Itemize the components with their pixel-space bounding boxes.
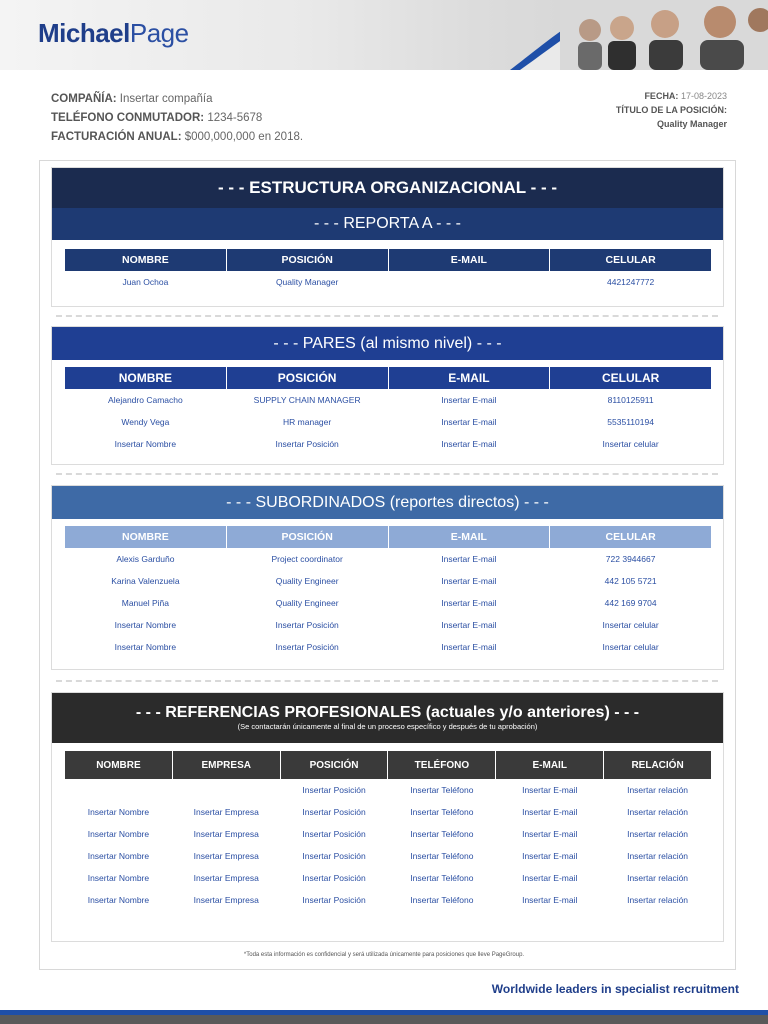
table-row	[65, 823, 711, 845]
cell-celular[interactable]: 4421247772	[606, 277, 655, 287]
cell-telefono[interactable]: Insertar Teléfono	[410, 807, 474, 817]
cell-email[interactable]	[389, 271, 550, 293]
cell-posicion[interactable]: SUPPLY CHAIN MANAGER	[253, 395, 361, 405]
col-relacion: RELACIÓN	[604, 751, 711, 779]
cell-celular[interactable]: Insertar celular	[602, 439, 659, 449]
cell-posicion[interactable]: Project coordinator	[271, 554, 343, 564]
col-email: E-MAIL	[389, 526, 550, 548]
table-row	[65, 614, 711, 636]
cell-celular[interactable]: 8110125911	[607, 395, 654, 405]
col-celular: CELULAR	[550, 367, 711, 389]
cell-nombre[interactable]: Alejandro Camacho	[108, 395, 183, 405]
cell-email[interactable]: Insertar E-mail	[441, 554, 497, 564]
cell-nombre[interactable]: Insertar Nombre	[87, 829, 150, 839]
subordinados-table	[64, 526, 712, 658]
cell-relacion[interactable]: Insertar relación	[627, 895, 689, 905]
cell-empresa[interactable]: Insertar Empresa	[193, 851, 259, 861]
col-posicion: POSICIÓN	[281, 751, 388, 779]
reporta-table	[64, 249, 712, 293]
confidentiality-note: *Toda esta información es confidencial y será utilizada únicamente para posiciones que lleve PageGroup.	[243, 952, 525, 958]
table-row	[65, 636, 711, 658]
cell-nombre[interactable]: Insertar Nombre	[87, 851, 150, 861]
cell-nombre[interactable]: Insertar Nombre	[87, 873, 150, 883]
cell-email[interactable]: Insertar E-mail	[522, 895, 578, 905]
cell-email[interactable]: Insertar E-mail	[441, 439, 497, 449]
cell-email[interactable]: Insertar E-mail	[441, 395, 497, 405]
table-row	[65, 889, 711, 911]
table-row	[65, 867, 711, 889]
cell-empresa[interactable]: Insertar Empresa	[193, 873, 259, 883]
table-header-row	[65, 526, 711, 548]
people-photo	[560, 0, 768, 70]
cell-posicion[interactable]: Insertar Posición	[275, 439, 339, 449]
cell-posicion[interactable]: Insertar Posición	[302, 829, 366, 839]
cell-posicion[interactable]: HR manager	[283, 417, 332, 427]
company-info	[51, 90, 303, 147]
referencias-card	[51, 692, 724, 942]
cell-posicion[interactable]: Insertar Posición	[275, 642, 339, 652]
cell-posicion[interactable]: Insertar Posición	[302, 851, 366, 861]
table-row	[65, 592, 711, 614]
cell-posicion[interactable]: Insertar Posición	[302, 807, 366, 817]
cell-email[interactable]: Insertar E-mail	[441, 620, 497, 630]
table-row	[65, 433, 711, 455]
cell-empresa[interactable]: Insertar Empresa	[193, 829, 259, 839]
position-label: TÍTULO DE LA POSICIÓN:	[615, 105, 727, 115]
table-row	[65, 845, 711, 867]
cell-posicion[interactable]: Insertar Posición	[275, 620, 339, 630]
subordinados-title: - - - SUBORDINADOS (reportes directos) - - -	[52, 486, 723, 519]
section-divider	[56, 315, 718, 317]
subordinados-card	[51, 485, 724, 670]
cell-nombre[interactable]: Insertar Nombre	[114, 439, 177, 449]
cell-celular[interactable]: 722 3944667	[605, 554, 656, 564]
col-celular: CELULAR	[550, 526, 711, 548]
section-divider	[56, 473, 718, 475]
cell-email[interactable]: Insertar E-mail	[441, 598, 497, 608]
col-nombre: NOMBRE	[65, 751, 172, 779]
referencias-subtitle: (Se contactarán únicamente al final de un proceso específico y después de tu aprobación)	[237, 722, 538, 731]
referencias-title: - - - REFERENCIAS PROFESIONALES (actuales y/o anteriores) - - -	[135, 704, 640, 721]
referencias-header	[52, 693, 723, 743]
cell-relacion[interactable]: Insertar relación	[627, 785, 689, 795]
cell-posicion[interactable]: Quality Engineer	[275, 598, 339, 608]
table-header-row	[65, 367, 711, 389]
table-row	[65, 801, 711, 823]
cell-telefono[interactable]: Insertar Teléfono	[410, 873, 474, 883]
cell-relacion[interactable]: Insertar relación	[627, 829, 689, 839]
cell-empresa[interactable]: Insertar Empresa	[193, 895, 259, 905]
cell-email[interactable]: Insertar E-mail	[522, 829, 578, 839]
cell-nombre[interactable]: Insertar Nombre	[114, 642, 177, 652]
cell-email[interactable]: Insertar E-mail	[522, 851, 578, 861]
cell-posicion[interactable]: Insertar Posición	[302, 895, 366, 905]
billing-line: FACTURACIÓN ANUAL: $000,000,000 en 2018.	[51, 131, 304, 143]
cell-telefono[interactable]: Insertar Teléfono	[410, 851, 474, 861]
col-posicion: POSICIÓN	[227, 367, 388, 389]
document-meta	[616, 89, 727, 131]
cell-celular[interactable]: 442 169 9704	[604, 598, 657, 608]
cell-telefono[interactable]: Insertar Teléfono	[410, 785, 474, 795]
col-empresa: EMPRESA	[173, 751, 280, 779]
cell-relacion[interactable]: Insertar relación	[627, 873, 689, 883]
reporta-card	[51, 167, 724, 307]
company-line: COMPAÑÍA: Insertar compañía	[51, 93, 213, 105]
pares-title: - - - PARES (al mismo nivel) - - -	[52, 327, 723, 360]
cell-posicion[interactable]: Quality Engineer	[275, 576, 339, 586]
position-value: Quality Manager	[656, 119, 727, 129]
cell-nombre[interactable]: Wendy Vega	[121, 417, 170, 427]
cell-nombre[interactable]: Insertar Nombre	[87, 895, 150, 905]
reporta-title: - - - REPORTA A - - -	[52, 208, 723, 240]
cell-empresa[interactable]: Insertar Empresa	[193, 807, 259, 817]
col-posicion: POSICIÓN	[227, 249, 388, 271]
referencias-table	[64, 751, 712, 911]
cell-celular[interactable]: 5535110194	[607, 417, 654, 427]
col-nombre: NOMBRE	[65, 526, 226, 548]
pares-card	[51, 326, 724, 465]
table-row	[65, 271, 711, 293]
cell-telefono[interactable]: Insertar Teléfono	[410, 829, 474, 839]
cell-email[interactable]: Insertar E-mail	[441, 642, 497, 652]
col-nombre: NOMBRE	[65, 249, 226, 271]
cell-nombre[interactable]: Alexis Garduño	[116, 554, 175, 564]
cell-nombre[interactable]: Juan Ochoa	[122, 277, 169, 287]
cell-relacion[interactable]: Insertar relación	[627, 807, 689, 817]
cell-posicion[interactable]: Insertar Posición	[302, 873, 366, 883]
col-email: E-MAIL	[389, 367, 550, 389]
col-nombre: NOMBRE	[65, 367, 226, 389]
cell-nombre[interactable]: Insertar Nombre	[87, 807, 150, 817]
col-email: E-MAIL	[389, 249, 550, 271]
cell-email[interactable]: Insertar E-mail	[441, 576, 497, 586]
table-row	[65, 570, 711, 592]
col-email: E-MAIL	[496, 751, 603, 779]
cell-celular[interactable]: Insertar celular	[602, 620, 659, 630]
cell-email[interactable]: Insertar E-mail	[522, 807, 578, 817]
table-row	[65, 548, 711, 570]
cell-nombre[interactable]: Insertar Nombre	[114, 620, 177, 630]
cell-nombre[interactable]	[65, 779, 172, 801]
cell-celular[interactable]: 442 105 5721	[604, 576, 657, 586]
cell-nombre[interactable]: Manuel Piña	[121, 598, 169, 608]
cell-empresa[interactable]	[173, 779, 280, 801]
org-structure-title: - - - ESTRUCTURA ORGANIZACIONAL - - -	[52, 168, 723, 208]
michael-page-logo: MichaelPage	[38, 18, 189, 48]
header-banner	[0, 0, 768, 70]
cell-telefono[interactable]: Insertar Teléfono	[410, 895, 474, 905]
table-row	[65, 389, 711, 411]
col-telefono: TELÉFONO	[388, 751, 495, 779]
cell-relacion[interactable]: Insertar relación	[627, 851, 689, 861]
col-posicion: POSICIÓN	[227, 526, 388, 548]
pares-table	[64, 367, 712, 455]
cell-email[interactable]: Insertar E-mail	[522, 785, 578, 795]
table-header-row	[65, 249, 711, 271]
phone-line: TELÉFONO CONMUTADOR: 1234-5678	[51, 112, 263, 124]
date-line: FECHA: 17-08-2023	[644, 91, 727, 101]
cell-nombre[interactable]: Karina Valenzuela	[111, 576, 180, 586]
table-header-row	[65, 751, 711, 779]
tagline: Worldwide leaders in specialist recruitment	[491, 982, 739, 996]
cell-celular[interactable]: Insertar celular	[602, 642, 659, 652]
cell-email[interactable]: Insertar E-mail	[441, 417, 497, 427]
table-row	[65, 411, 711, 433]
bottom-bar	[0, 1010, 768, 1024]
col-celular: CELULAR	[550, 249, 711, 271]
cell-posicion[interactable]: Quality Manager	[275, 277, 339, 287]
table-row	[65, 779, 711, 801]
cell-email[interactable]: Insertar E-mail	[522, 873, 578, 883]
section-divider	[56, 680, 718, 682]
cell-posicion[interactable]: Insertar Posición	[302, 785, 366, 795]
